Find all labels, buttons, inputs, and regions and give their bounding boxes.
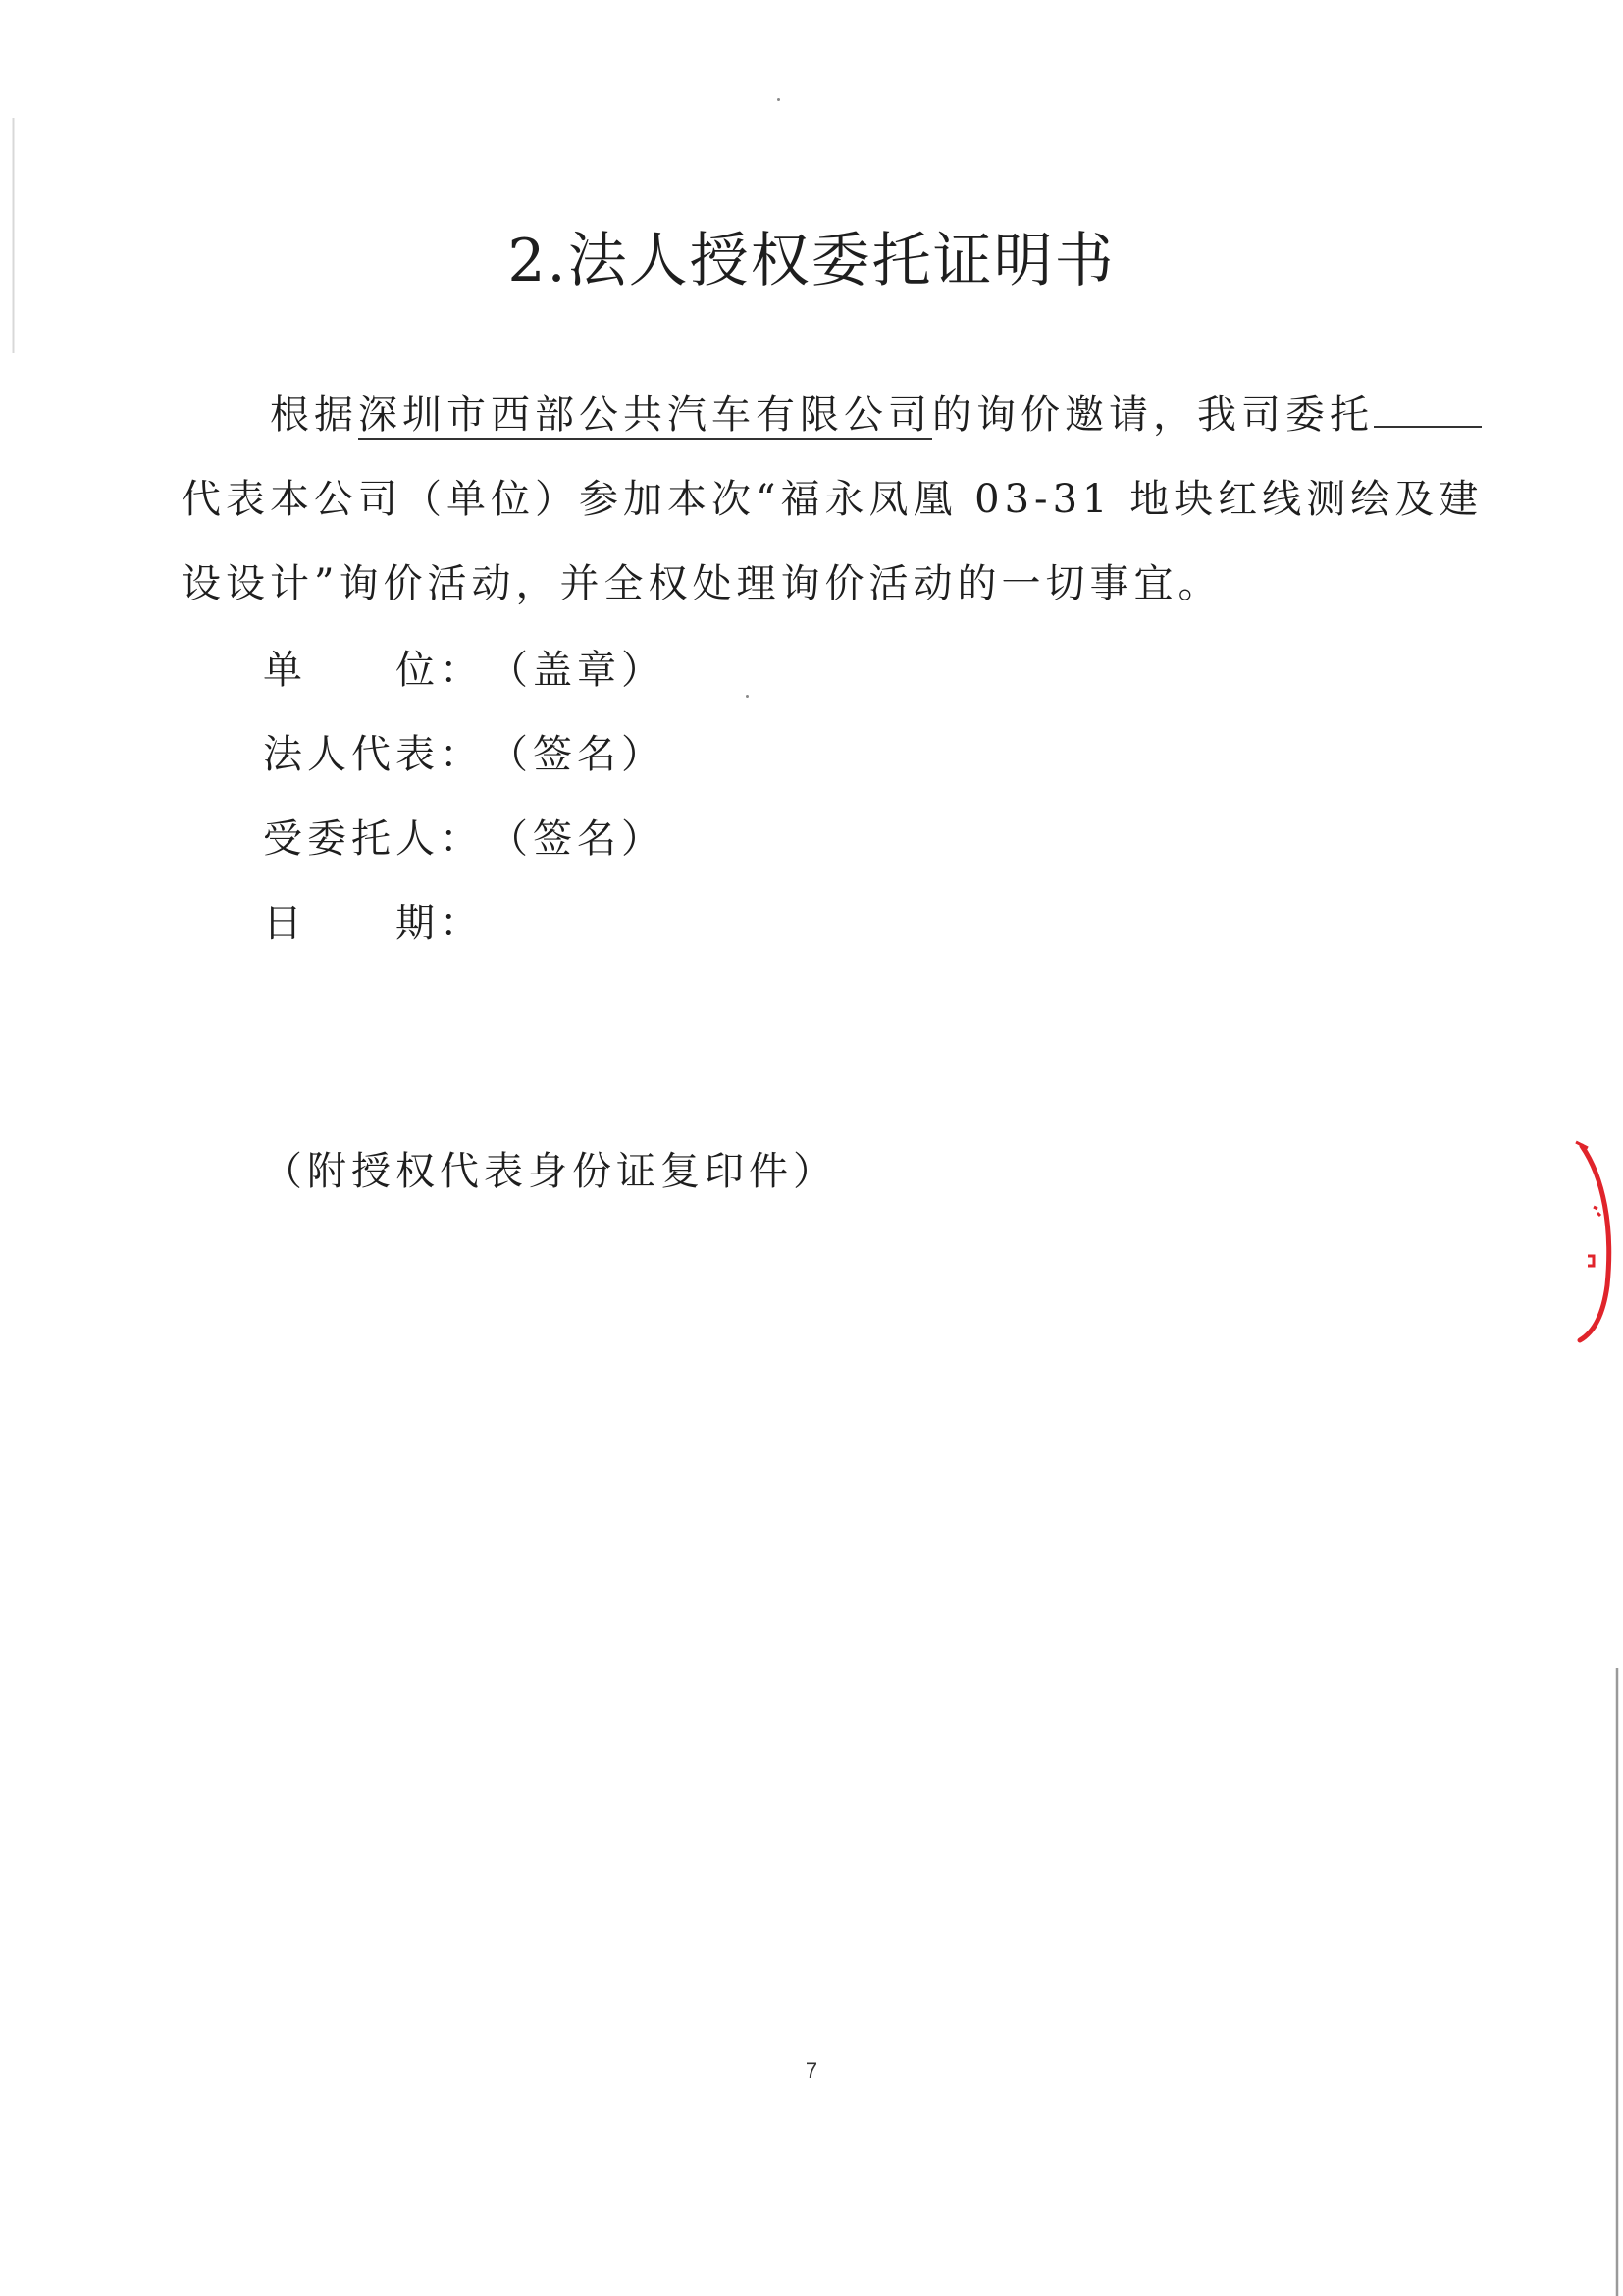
attachment-note: （附授权代表身份证复印件） — [263, 1149, 837, 1194]
field-value: （盖章） — [489, 648, 665, 693]
scan-edge-right — [1615, 1668, 1619, 2296]
page-number: 7 — [805, 2059, 818, 2083]
field-label: 受委托人： — [263, 816, 484, 861]
company-name: 深圳市西部公共汽车有限公司 — [358, 392, 932, 438]
field-value: （签名） — [489, 732, 665, 777]
signature-fields — [263, 628, 665, 965]
paragraph-prefix: 根据 — [270, 392, 358, 438]
field-row-date — [263, 881, 665, 965]
field-label: 日 期： — [263, 901, 484, 946]
field-label: 单 位： — [263, 648, 484, 693]
paragraph-suffix: 代表本公司（单位）参加本次“福永凤凰 03-31 地块红线测绘及建设设计”询价活动，并全权处理询价活动的一切事宜。 — [182, 477, 1484, 606]
field-row-legal-representative — [263, 712, 665, 797]
authorization-paragraph — [182, 373, 1487, 626]
representative-blank-line — [1374, 387, 1482, 428]
partial-seal-stamp — [1574, 1138, 1623, 1344]
field-value: （签名） — [489, 816, 665, 861]
document-title: 2.法人授权委托证明书 — [507, 227, 1116, 296]
scan-speck — [746, 695, 749, 698]
field-row-authorized-person — [263, 797, 665, 881]
field-label: 法人代表： — [263, 732, 484, 777]
scan-speck — [777, 98, 780, 101]
field-row-unit — [263, 628, 665, 712]
paragraph-middle: 的询价邀请，我司委托 — [932, 392, 1374, 438]
